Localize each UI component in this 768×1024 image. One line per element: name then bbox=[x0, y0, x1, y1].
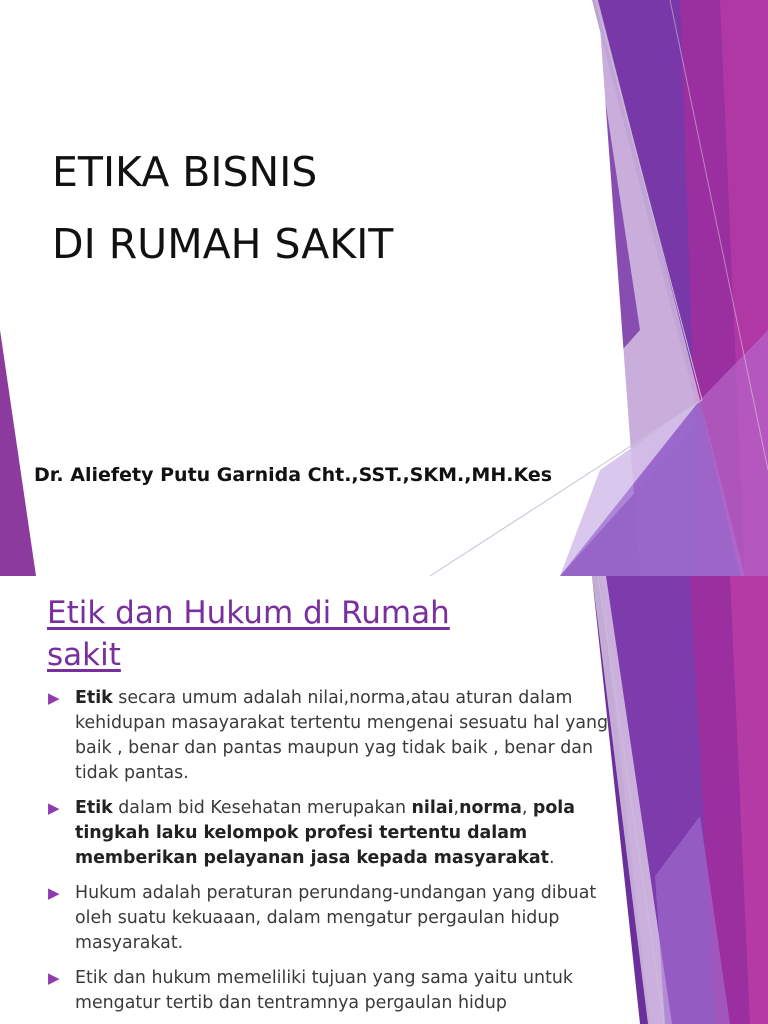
bullet-text: Etik dan hukum memeliliki tujuan yang sama yaitu untuk mengatur tertib dan tentramnya pergaulan hidup bbox=[75, 968, 573, 1013]
bullet-text: , bbox=[453, 798, 460, 818]
triangle-bullet-icon: ▶ bbox=[48, 689, 60, 707]
left-purple-sliver bbox=[0, 330, 36, 576]
list-item bbox=[0, 881, 620, 956]
bullet-text: , bbox=[521, 798, 533, 818]
triangle-bullet-icon: ▶ bbox=[48, 884, 60, 902]
bullet-text: dalam bid Kesehatan merupakan bbox=[112, 798, 412, 818]
triangle-bullet-icon: ▶ bbox=[48, 969, 60, 987]
slide-title-line-1: ETIKA BISNIS bbox=[52, 148, 318, 196]
list-item bbox=[0, 686, 620, 786]
slide-heading: Etik dan Hukum di Rumah sakit bbox=[47, 595, 450, 673]
bold-term: norma bbox=[459, 798, 522, 818]
bullet-text: secara umum adalah nilai,norma,atau aturan dalam kehidupan masayarakat tertentu mengenai sesuatu hal yang baik , benar dan pantas maupun yag tidak baik , benar dan tidak pantas. bbox=[75, 688, 609, 783]
author-name: Dr. Aliefety Putu Garnida Cht.,SST.,SKM.,MH.Kes bbox=[34, 464, 553, 486]
bullet-text: Hukum adalah peraturan perundang-undangan yang dibuat oleh suatu kekuaaan, dalam mengatur pergaulan hidup masyarakat. bbox=[75, 883, 597, 953]
bullet-list bbox=[0, 686, 620, 1024]
bold-term: Etik bbox=[75, 798, 113, 818]
bold-term: nilai bbox=[411, 798, 454, 818]
list-item bbox=[0, 796, 620, 871]
bullet-text: . bbox=[548, 848, 555, 868]
slide-title-line-2: DI RUMAH SAKIT bbox=[52, 220, 394, 268]
content-slide bbox=[0, 576, 768, 1024]
list-item bbox=[0, 966, 620, 1016]
triangle-bullet-icon: ▶ bbox=[48, 799, 60, 817]
bold-term: Etik bbox=[75, 688, 113, 708]
bold-phrase: pola tingkah laku kelompok profesi tertentu dalam memberikan pelayanan jasa kepada masyarakat bbox=[75, 798, 575, 868]
